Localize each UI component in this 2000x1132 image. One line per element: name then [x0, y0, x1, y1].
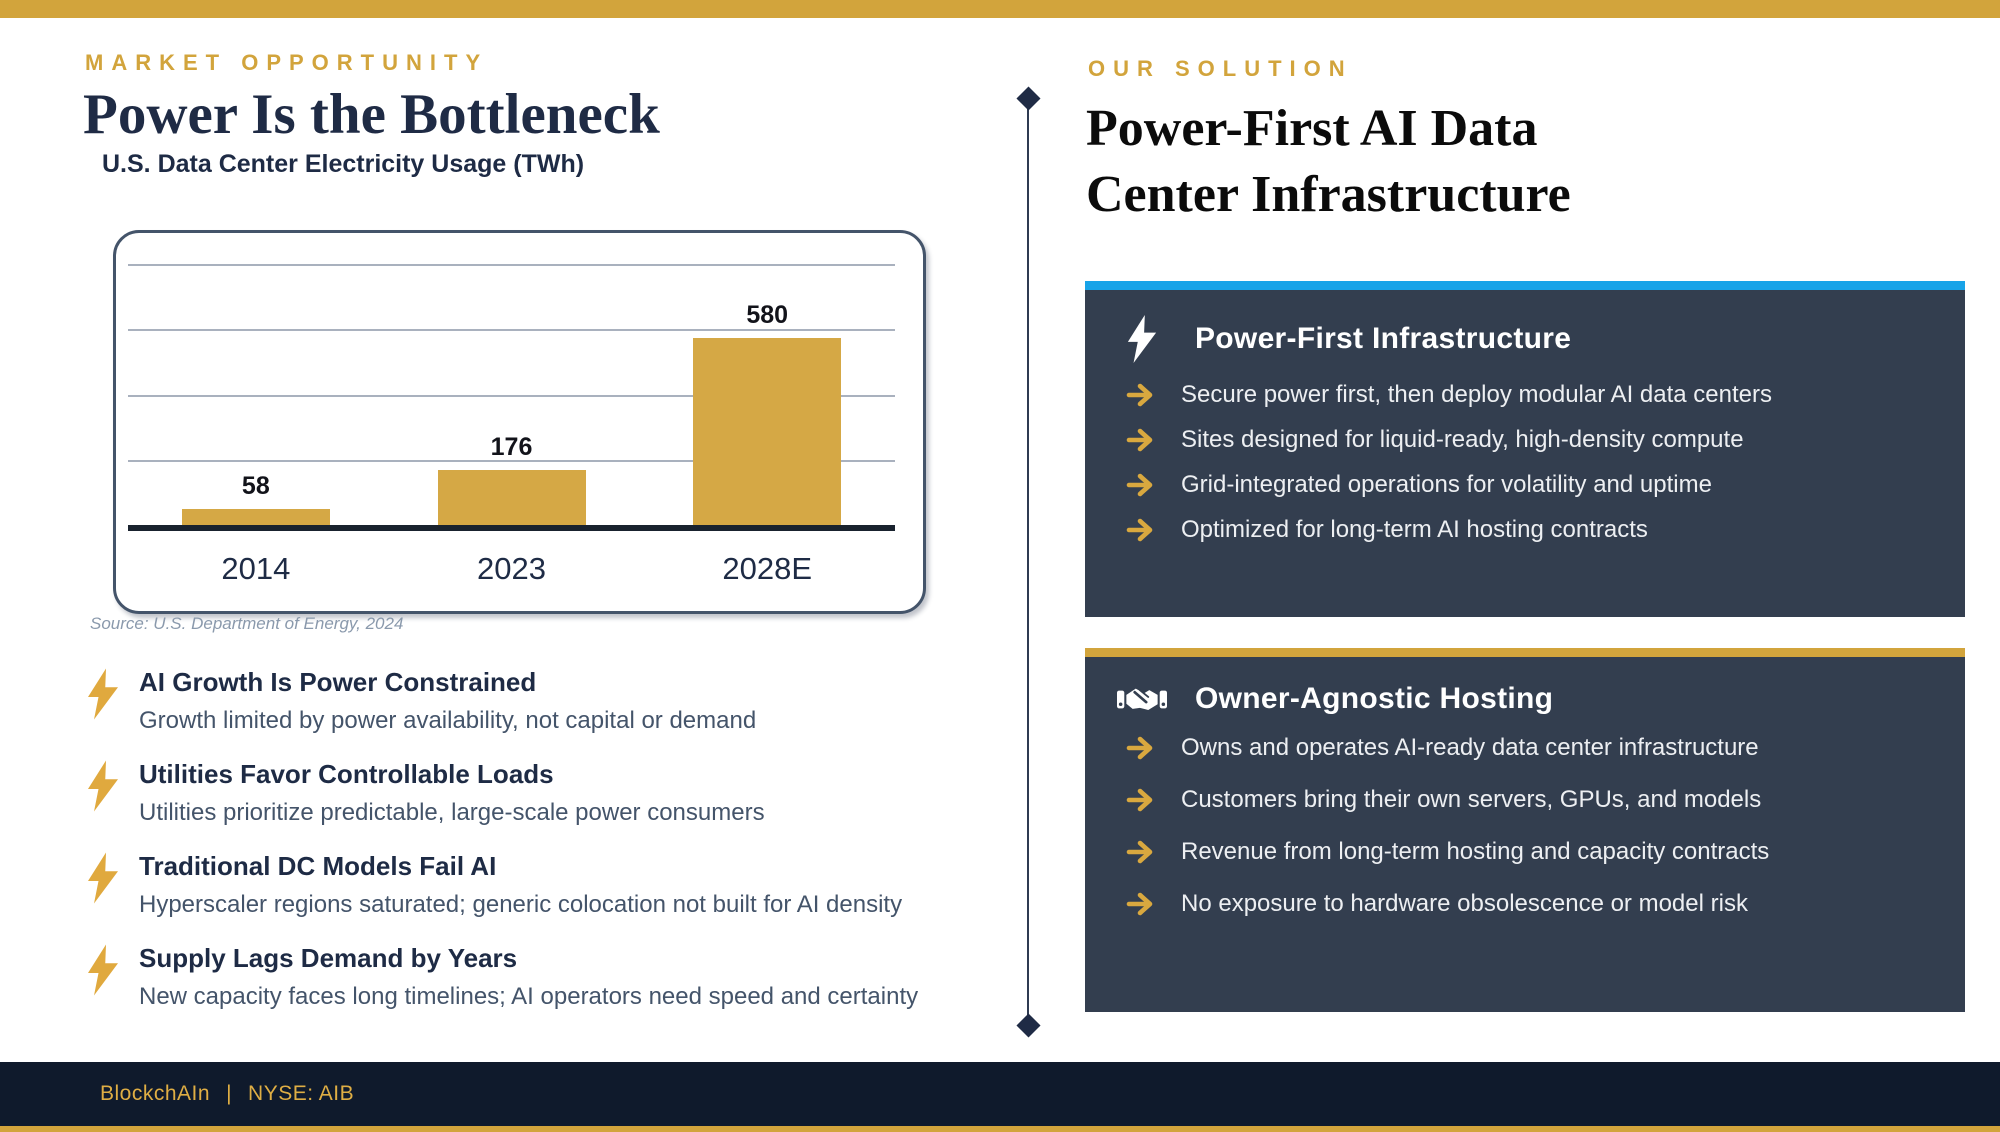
column-divider-line — [1027, 106, 1029, 1018]
bullet-utilities — [85, 758, 1045, 829]
card-item — [1125, 471, 1937, 499]
footer-ticker: NYSE: AIB — [248, 1082, 355, 1105]
bullet-body — [139, 942, 918, 1013]
category-label-2028E: 2028E — [722, 551, 812, 586]
card-item-text: Secure power first, then deploy modular AI data centers — [1181, 381, 1772, 408]
bar-value-label: 58 — [241, 472, 270, 500]
card-header — [1085, 657, 1965, 722]
bar-column-2014 — [128, 243, 384, 528]
arrow-right-icon — [1125, 788, 1157, 812]
arrow-right-icon — [1125, 383, 1157, 407]
card-item — [1125, 516, 1937, 544]
bar-column-2023 — [384, 243, 640, 528]
bullet-body — [139, 758, 765, 829]
bullet-supply-lags — [85, 942, 1045, 1013]
left-page-title: Power Is the Bottleneck — [83, 83, 660, 146]
card-item-list — [1085, 722, 1965, 918]
card-item-text: Sites designed for liquid-ready, high-density compute — [1181, 426, 1744, 453]
bullet-desc: New capacity faces long timelines; AI operators need speed and certainty — [139, 983, 919, 1010]
card-item — [1125, 838, 1937, 866]
handshake-icon — [1117, 684, 1167, 714]
lightning-bolt-icon — [85, 852, 121, 904]
arrow-right-icon — [1125, 428, 1157, 452]
card-item-list — [1085, 369, 1965, 544]
right-eyebrow: OUR SOLUTION — [1088, 56, 1353, 81]
market-bullet-list — [85, 666, 1045, 1034]
chart-x-axis — [128, 525, 895, 531]
category-label-2014: 2014 — [221, 551, 291, 586]
left-eyebrow: MARKET OPPORTUNITY — [85, 50, 489, 75]
bullet-ai-growth — [85, 666, 1045, 737]
card-header — [1085, 290, 1965, 369]
footer-text — [100, 1082, 354, 1106]
card-item-text: Grid-integrated operations for volatility and uptime — [1181, 471, 1712, 498]
bullet-body — [139, 666, 756, 737]
lightning-bolt-icon — [85, 760, 121, 812]
card-title: Power-First Infrastructure — [1195, 322, 1572, 355]
footer-separator: | — [226, 1082, 233, 1105]
card-title: Owner-Agnostic Hosting — [1195, 682, 1554, 715]
category-label-2023: 2023 — [477, 551, 546, 586]
lightning-bolt-icon — [85, 668, 121, 720]
arrow-right-icon — [1125, 473, 1157, 497]
bar-column-2028E — [639, 243, 895, 528]
card-item — [1125, 786, 1937, 814]
bar-value-label: 580 — [746, 301, 789, 329]
card-item — [1125, 381, 1937, 409]
bullet-title: AI Growth Is Power Constrained — [139, 667, 537, 697]
arrow-right-icon — [1125, 736, 1157, 760]
card-power-first-infrastructure — [1085, 281, 1965, 617]
card-item — [1125, 890, 1937, 918]
card-item-text: No exposure to hardware obsolescence or model risk — [1181, 890, 1748, 917]
right-page-title — [1086, 96, 1571, 228]
right-title-line1: Power-First AI Data — [1086, 100, 1538, 157]
card-item-text: Optimized for long-term AI hosting contracts — [1181, 516, 1648, 543]
bullet-title: Supply Lags Demand by Years — [139, 943, 518, 973]
arrow-right-icon — [1125, 840, 1157, 864]
bar-2023 — [438, 470, 586, 528]
card-item — [1125, 734, 1937, 762]
card-item-text: Owns and operates AI-ready data center infrastructure — [1181, 734, 1759, 761]
chart-source-note: Source: U.S. Department of Energy, 2024 — [90, 614, 404, 633]
bullet-body — [139, 850, 902, 921]
chart-category-labels — [128, 551, 895, 587]
arrow-right-icon — [1125, 892, 1157, 916]
bullet-desc: Growth limited by power availability, not capital or demand — [139, 707, 757, 734]
right-title-line2: Center Infrastructure — [1086, 166, 1571, 223]
bullet-desc: Hyperscaler regions saturated; generic colocation not built for AI density — [139, 891, 903, 918]
card-item-text: Customers bring their own servers, GPUs, and models — [1181, 786, 1762, 813]
lightning-bolt-icon — [1117, 315, 1167, 363]
top-accent-bar — [0, 0, 2000, 18]
card-item — [1125, 426, 1937, 454]
bullet-title: Utilities Favor Controllable Loads — [139, 759, 554, 789]
electricity-usage-chart — [113, 230, 926, 614]
chart-bars — [128, 243, 895, 528]
card-owner-agnostic-hosting — [1085, 648, 1965, 1012]
chart-plot-area — [128, 243, 895, 528]
divider-diamond-top — [1016, 86, 1040, 110]
bullet-traditional-dc — [85, 850, 1045, 921]
footer-bar — [0, 1062, 2000, 1126]
bullet-desc: Utilities prioritize predictable, large-scale power consumers — [139, 799, 765, 826]
bullet-title: Traditional DC Models Fail AI — [139, 851, 497, 881]
bottom-accent-strip — [0, 1126, 2000, 1132]
lightning-bolt-icon — [85, 944, 121, 996]
arrow-right-icon — [1125, 518, 1157, 542]
card-item-text: Revenue from long-term hosting and capacity contracts — [1181, 838, 1770, 865]
footer-brand: BlockchAIn — [100, 1082, 211, 1105]
bar-2028E — [693, 338, 841, 528]
chart-title: U.S. Data Center Electricity Usage (TWh) — [102, 150, 585, 178]
bar-value-label: 176 — [490, 433, 533, 461]
